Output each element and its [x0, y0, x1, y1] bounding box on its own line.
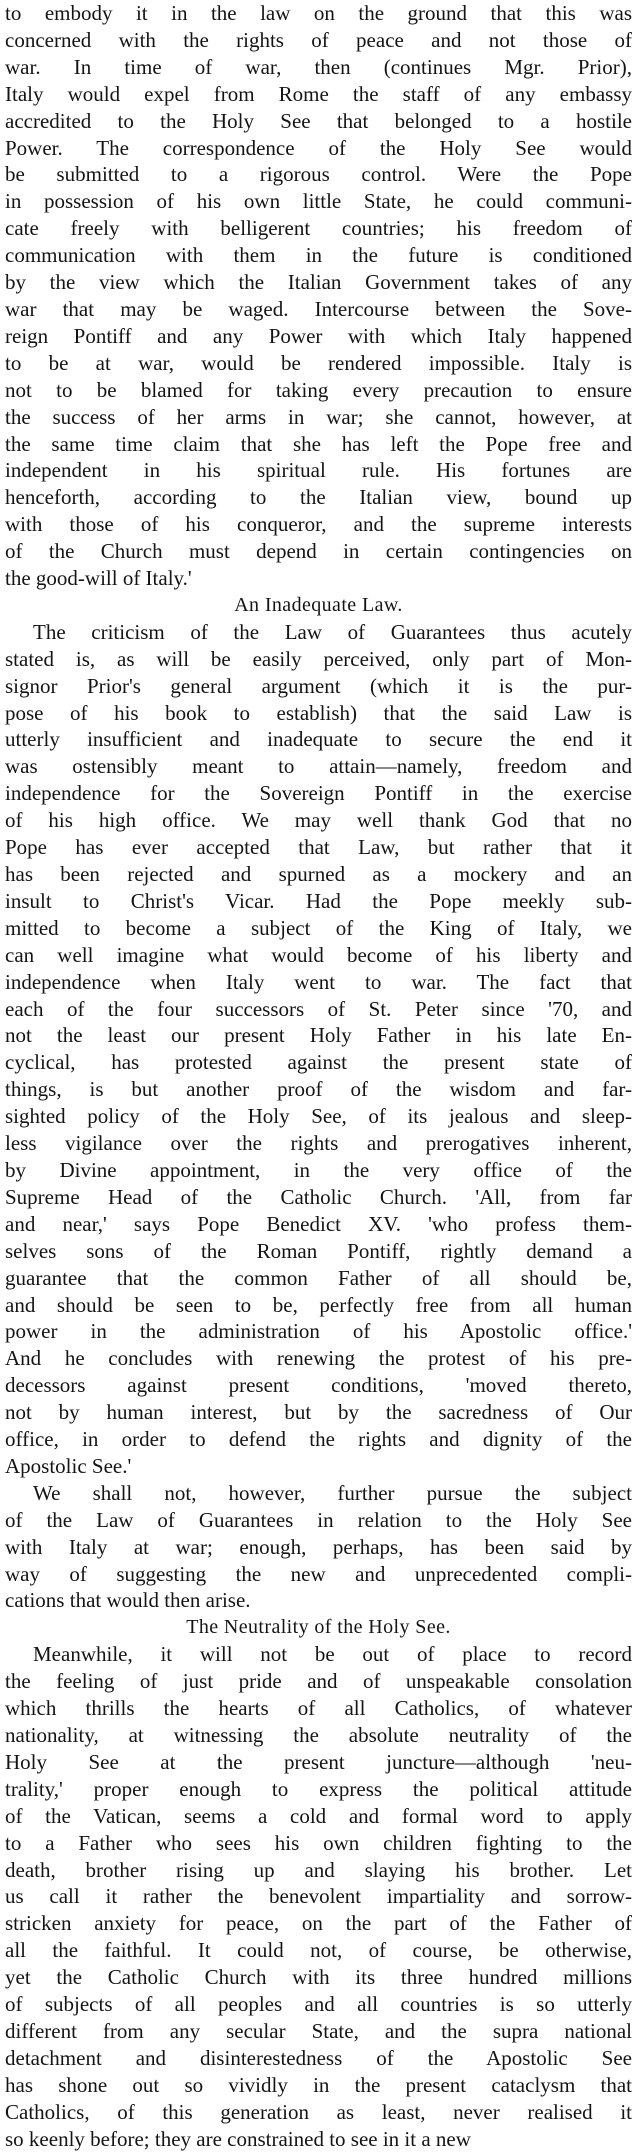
text-line: of the Church must depend in certain contingencies on [5, 539, 632, 564]
text-line: Holy See at the present juncture—although 'neu- [5, 1749, 632, 1774]
section-heading: The Neutrality of the Holy See. [186, 1616, 451, 1639]
text-line: which thrills the hearts of all Catholics, of whatever [5, 1696, 632, 1721]
text-line: things, is but another proof of the wisdom and far- [5, 1077, 632, 1102]
text-line: Meanwhile, it will not be out of place to record [33, 1642, 632, 1667]
text-line: Power. The correspondence of the Holy See would [5, 135, 632, 160]
text-line: Apostolic See.' [5, 1453, 132, 1478]
text-line: different from any secular State, and the supra national [5, 2018, 632, 2043]
text-line: stated is, as will be easily perceived, only part of Mon- [5, 646, 632, 671]
text-line: henceforth, according to the Italian view, bound up [5, 485, 632, 510]
text-line: And he concludes with renewing the protest of his pre- [5, 1346, 632, 1371]
text-line: death, brother rising up and slaying his brother. Let [5, 1857, 632, 1882]
text-line: stricken anxiety for peace, on the part of the Father of [5, 1911, 632, 1936]
text-line: of his high office. We may well thank God that no [5, 808, 632, 833]
text-line: guarantee that the common Father of all should be, [5, 1265, 632, 1290]
text-line: and near,' says Pope Benedict XV. 'who profess them- [5, 1211, 632, 1236]
text-line: less vigilance over the rights and prerogatives inherent, [5, 1131, 632, 1156]
text-line: be submitted to a rigorous control. Were the Pope [5, 162, 632, 187]
text-line: all the faithful. It could not, of course, be otherwise, [5, 1938, 632, 1963]
text-line: has been rejected and spurned as a mockery and an [5, 862, 632, 886]
text-line: office, in order to defend the rights and dignity of the [5, 1427, 632, 1452]
text-line: reign Pontiff and any Power with which Italy happened [5, 323, 632, 348]
text-line: nationality, at witnessing the absolute neutrality of the [5, 1723, 632, 1747]
text-line: to be at war, would be rendered impossible. Italy is [5, 350, 632, 375]
text-line: concerned with the rights of peace and not those of [5, 27, 632, 52]
text-line: each of the four successors of St. Peter since '70, and [5, 996, 632, 1021]
text-line: way of suggesting the new and unprecedented compli- [5, 1561, 632, 1586]
body-paragraph [5, 619, 632, 1480]
text-line: can well imagine what would become of his liberty and [5, 942, 632, 967]
text-line: Supreme Head of the Catholic Church. 'All, from far [5, 1184, 632, 1209]
text-line: by the view which the Italian Government takes of any [5, 270, 632, 295]
text-line: independent in his spiritual rule. His fortunes are [5, 458, 632, 483]
text-line: us call it rather the benevolent impartiality and sorrow- [5, 1884, 632, 1909]
text-line: the same time claim that she has left the Pope free and [5, 431, 632, 456]
text-line: We shall not, however, further pursue the subject [33, 1480, 632, 1505]
text-line: with those of his conqueror, and the supreme interests [5, 512, 632, 537]
text-line: detachment and disinterestedness of the Apostolic See [5, 2045, 632, 2070]
body-paragraph [5, 1480, 632, 1615]
text-line: sighted policy of the Holy See, of its jealous and sleep- [5, 1104, 632, 1129]
text-line: mitted to become a subject of the King of Italy, we [5, 915, 632, 940]
text-line: selves sons of the Roman Pontiff, rightly demand a [5, 1238, 632, 1263]
text-line: independence when Italy went to war. The fact that [5, 969, 632, 994]
text-line: independence for the Sovereign Pontiff in the exercise [5, 781, 632, 806]
text-line: war. In time of war, then (continues Mgr. Prior), [5, 54, 632, 79]
text-line: in possession of his own little State, he could communi- [5, 189, 632, 214]
text-line: cyclical, has protested against the present state of [5, 1050, 632, 1075]
text-line: the good-will of Italy.' [5, 566, 192, 591]
body-paragraph [5, 0, 632, 592]
text-line: Pope has ever accepted that Law, but rather that it [5, 835, 632, 860]
text-line: to a Father who sees his own children fighting to the [5, 1830, 632, 1855]
text-line: so keenly before; they are constrained to see in it a new [5, 2126, 471, 2151]
text-line: trality,' proper enough to express the political attitude [5, 1776, 632, 1801]
text-line: the feeling of just pride and of unspeakable consolation [5, 1669, 632, 1694]
text-line: not the least our present Holy Father in his late En- [5, 1023, 632, 1048]
text-line: of subjects of all peoples and all countries is so utterly [5, 1992, 632, 2017]
text-line: cations that would then arise. [5, 1588, 251, 1613]
text-line: of the Vatican, seems a cold and formal word to apply [5, 1803, 632, 1828]
text-line: signor Prior's general argument (which it is the pur- [5, 673, 632, 698]
text-line: cate freely with belligerent countries; his freedom of [5, 216, 632, 241]
text-line: has shone out so vividly in the present cataclysm that [5, 2072, 632, 2097]
body-paragraph [5, 1641, 632, 2152]
text-line: and should be seen to be, perfectly free from all human [5, 1292, 632, 1317]
text-line: to embody it in the law on the ground that this was [5, 1, 632, 25]
text-line: yet the Catholic Church with its three hundred millions [5, 1965, 632, 1990]
text-line: the success of her arms in war; she cannot, however, at [5, 404, 632, 429]
text-line: Italy would expel from Rome the staff of any embassy [5, 81, 632, 106]
text-line: accredited to the Holy See that belonged to a hostile [5, 108, 632, 133]
text-line: not to be blamed for taking every precaution to ensure [5, 377, 632, 402]
text-line: The criticism of the Law of Guarantees thus acutely [33, 619, 632, 644]
text-line: by Divine appointment, in the very office of the [5, 1157, 632, 1182]
text-line: of the Law of Guarantees in relation to the Holy See [5, 1507, 632, 1532]
text-line: pose of his book to establish) that the said Law is [5, 700, 632, 725]
text-line: war that may be waged. Intercourse between the Sove- [5, 296, 632, 321]
section-heading: An Inadequate Law. [234, 593, 403, 616]
text-line: was ostensibly meant to attain—namely, freedom and [5, 754, 632, 779]
text-line: insult to Christ's Vicar. Had the Pope meekly sub- [5, 888, 632, 913]
text-line: utterly insufficient and inadequate to secure the end it [5, 727, 632, 752]
text-line: Catholics, of this generation as least, never realised it [5, 2099, 632, 2124]
text-line: not by human interest, but by the sacredness of Our [5, 1400, 632, 1425]
text-line: power in the administration of his Apostolic office.' [5, 1319, 632, 1344]
text-line: with Italy at war; enough, perhaps, has been said by [5, 1534, 632, 1559]
text-line: decessors against present conditions, 'moved thereto, [5, 1373, 632, 1398]
text-line: communication with them in the future is conditioned [5, 243, 632, 268]
